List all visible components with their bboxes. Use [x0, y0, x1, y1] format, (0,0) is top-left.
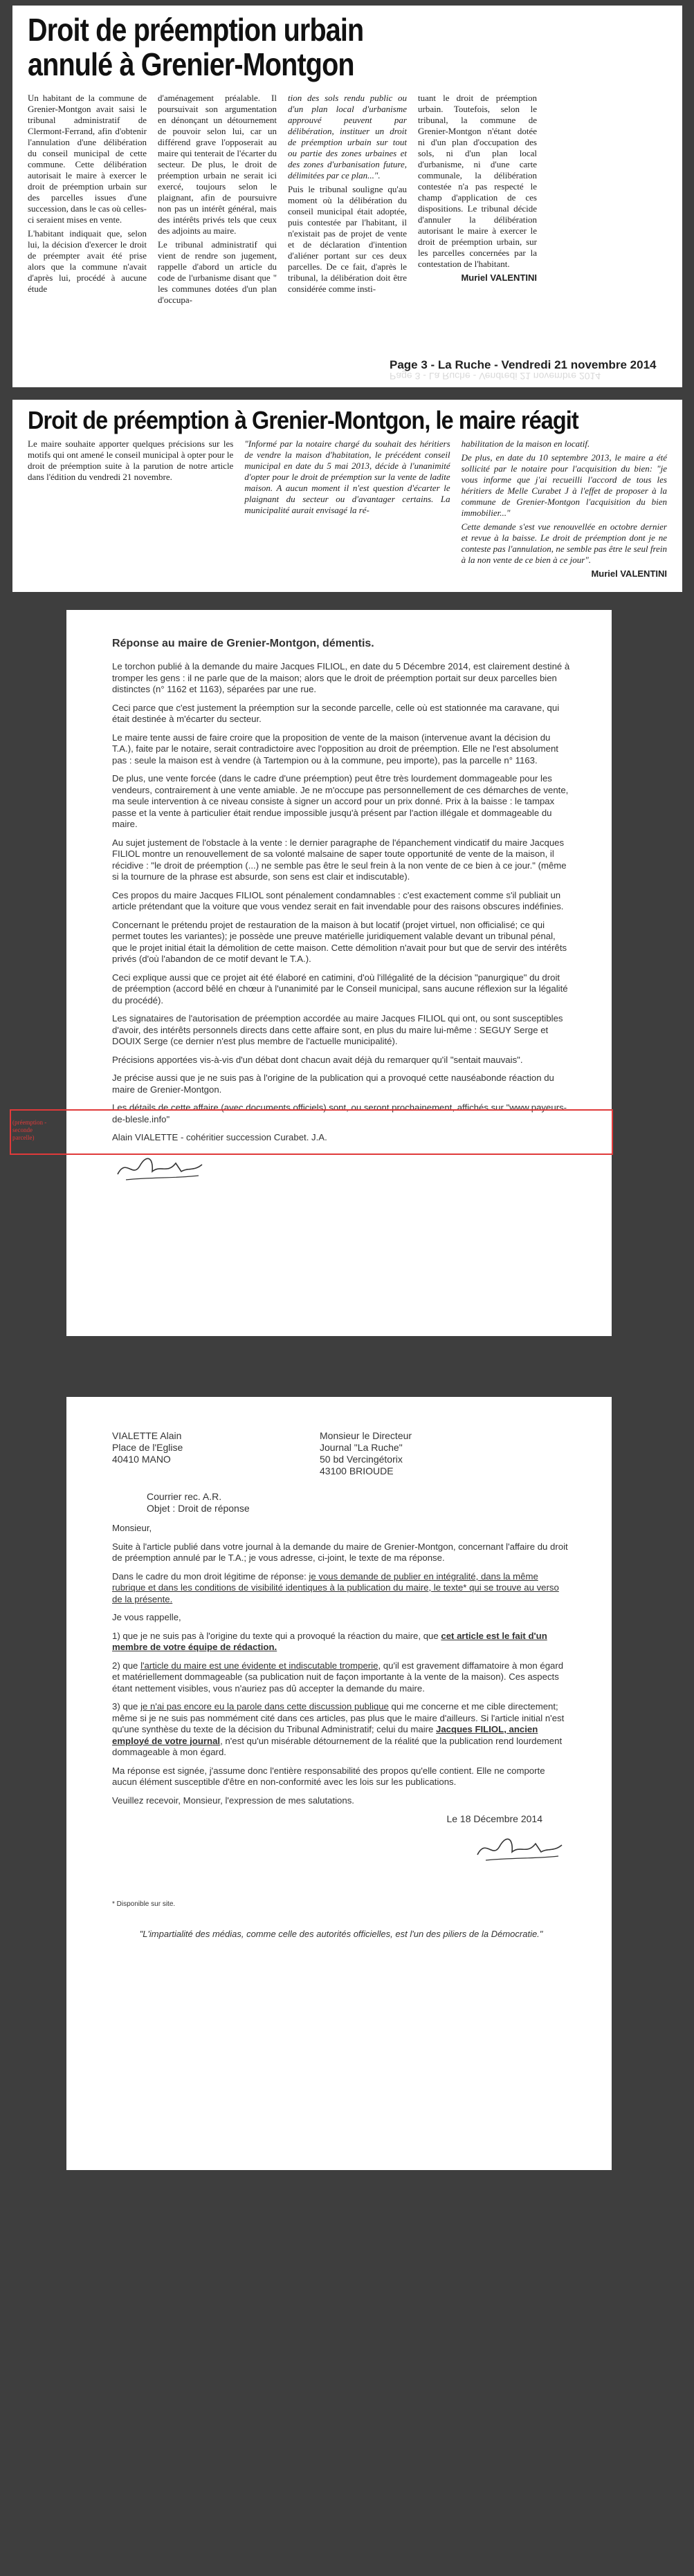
signature-icon	[112, 1151, 209, 1185]
article1-col-1: Un habitant de la commune de Grenier-Montgon avait saisi le tribunal administratif de Clermont-Ferrand, afin d'obtenir l'annulation d'une délibération du conseil municipal de cette commune. Cette délibération autorisait le maire à exercer le droit de préemption urbain sur des parcelles issues d'une succession, dans le cas où celles-ci seraient mises en vente. L'habitant indiquait que, selon lui, la décision d'exercer le droit de préempter avait été prise alors que la commune n'avait d'après lui, procédé à aucune étude	[28, 93, 147, 294]
article1-author: Muriel VALENTINI	[461, 272, 537, 283]
article1-footer: Page 3 - La Ruche - Vendredi 21 novembre 2014	[390, 358, 657, 371]
article2-col-3: habilitation de la maison en locatif. De plus, en date du 10 septembre 2013, le maire a été sollicité par le notaire pour l'acquisition du bien: "je vous informe que j'ai recueilli l'accord de tous les héritiers de Melle Curabet J à l'effet de proposer à la commune de Grenier-Montgon l'acquisition du bien immobilier..." Cette demande s'est vue renouvellée en octobre dernier et revue à la baisse. Le droit de préemption dont je ne conteste pas l'annulation, ne semble pas être le seul frein à la non vente de ce bien à ce jour". Muriel VALENTINI	[461, 438, 667, 579]
highlighted-paragraph: Les signataires de l'autorisation de préemption accordée au maire Jacques FILIOL qui ont, ou sont susceptibles d'avoir, des intérêts personnels directs dans cette affaire sont, en plus du maire lui-même : SEGUY Serge et DOUIX Serge (ce dernier n'est plus membre de l'actuelle municipalité).	[112, 1013, 563, 1046]
article2-author: Muriel VALENTINI	[591, 568, 667, 579]
article1-col-3: tion des sols rendu public ou d'un plan local d'urbanisme approuvé peuvent par délibération, instituer un droit de préemption urbain sur tout ou partie des zones urbaines et des zones d'urbanisation future, délimitées par ce plan...". Puis le tribunal souligne qu'au moment où la délibération du conseil municipal était adoptée, puis contestée par l'habitant, il n'existait pas de projet de vente et de déclaration d'intention d'aliéner portant sur ces deux parcelles. De ce fait, d'après le tribunal, la délibération doit être considérée comme insti-	[288, 93, 407, 294]
recipient-address: Monsieur le Directeur Journal "La Ruche" 50 bd Vercingétorix 43100 BRIOUDE	[320, 1430, 412, 1476]
article1-col-2: d'aménagement préalable. Il poursuivait son argumentation en dénonçant un détournement de pouvoir selon lui, car un différend grave l'opposerait au maire qui tenterait de l'écarter du secteur. De plus, le droit de préemption urbain ne serait ici exercé, toujours selon le plaignant, afin de poursuivre non pas un intérêt général, mais des intérêts privés tels que ceux des adjoints au maire. Le tribunal administratif qui vient de rendre son jugement, rappelle d'abord un article du code de l'urbanisme disant que " les communes dotées d'un plan d'occupa-	[158, 93, 277, 305]
newspaper-clipping-2	[12, 400, 682, 592]
letter1-signature-line: Alain VIALETTE - cohéritier succession Curabet. J.A.	[112, 1132, 327, 1142]
cover-letter: VIALETTE Alain Place de l'Eglise 40410 MANO Monsieur le Directeur Journal "La Ruche" 50 bd Vercingétorix 43100 BRIOUDE Courrier rec. A.R. Objet : Droit de réponse Monsieur, Suite à l'article publié dans votre journal à la demande du maire de Grenier-Montgon, concernant l'affaire du droit de préemption annulé par le T.A.; je vous adresse, ci-joint, le texte de ma réponse. Dans le cadre du mon droit légitime de réponse: je vous demande de publier en intégralité, dans la même rubrique et dans les conditions de visibilité identiques à la publication du maire, le texte* qui se trouve au verso de la présente. Je vous rappelle, 1) que je ne suis pas à l'origine du texte qui a provoqué la réaction du maire, que cet article est le fait d'un membre de votre équipe de rédaction. 2) que l'article du maire est une évidente et indiscutable tromperie, qu'il est gravement diffamatoire à mon égard et matériellement dommageable (sa publication nuit de façon importante à la vente de la maison). Ces aspects étant nettement visibles, vous n'auriez pas dû accepter la demande du maire. 3) que je n'ai pas encore eu la parole dans cette discussion publique qui me concerne et me cible directement; même si je ne suis pas nommément cité dans ces articles, pas plus que le maire d'ailleurs. Si l'article initial n'est qu'une synthèse du texte de la décision du Tribunal Administratif; celui du maire Jacques FILIOL, ancien employé de votre journal, n'est qu'un misérable détournement de la réalité que la publication rend lourdement dommageable à mon égard. Ma réponse est signée, j'assume donc l'entière responsabilité des propos qu'elle contient. Elle ne comporte aucun élément susceptible d'être en non-conformité avec les lois sur les publications. Veuillez recevoir, Monsieur, l'expression de mes salutations. Le 18 Décembre 2014 * Disponible sur site. "L'impartialité des médias, comme celle des autorités officielles, est l'un des piliers de la Démocratie."	[66, 1397, 612, 2170]
letter2-object: Courrier rec. A.R. Objet : Droit de réponse	[147, 1491, 250, 1514]
article1-columns	[28, 93, 667, 308]
letter2-quote: "L'impartialité des médias, comme celle des autorités officielles, est l'un des piliers de la Démocratie."	[139, 1929, 543, 1939]
response-letter: Réponse au maire de Grenier-Montgon, démentis. Le torchon publié à la demande du maire Jacques FILIOL, en date du 5 Décembre 2014, est clairement destiné à tromper les gens : il ne parle que de la maison; alors que le droit de préemption portait sur deux parcelles bien distinctes (n° 1162 et 1163), séparées par une rue. Ceci parce que c'est justement la préemption sur la seconde parcelle, celle où est stationnée ma caravane, qui était destinée à m'écarter du secteur. Le maire tente aussi de faire croire que la proposition de vente de la maison (intervenue avant la décision du T.A.), faite par le notaire, serait contradictoire avec l'opposition au droit de préemption. Elle ne l'est absolument pas : seule la maison est à vendre (à Tartempion ou à la commune, peu importe), pas la parcelle n° 1163. De plus, une vente forcée (dans le cadre d'une préemption) peut être très lourdement dommageable pour les vendeurs, contrairement à une vente amiable. Je ne m'occupe pas personnellement de ces démarches de vente, ma seule intervention à ce niveau consiste à signer un accord pour un prix donné. Prix à la baisse : le tampax passe et la vente à particulier était rendue impossible jusqu'à présent par l'action illégale et dommageable du maire. Au sujet justement de l'obstacle à la vente : le dernier paragraphe de l'épanchement vindicatif du maire Jacques FILIOL montre un renouvellement de sa volonté malsaine de saper toute opportunité de vente de la maison, il récidive : "le droit de préemption (...) ne semble pas être le seul frein à la non vente de ce bien à ce jour." (même si la tournure de la phrase est absurde, son sens est clair et indiscutable). Ces propos du maire Jacques FILIOL sont pénalement condamnables : c'est exactement comme s'il publiait un article prétendant que la voiture que vous vendez serait en fait invendable pour des raisons obscures indéfinies. Concernant le prétendu projet de restauration de la maison à but locatif (projet virtuel, non officialisé; ce qui permet toutes les variantes); je possède une preuve matérielle juridiquement valable devant un tribunal pénal, que le projet initial était la démolition de cette maison. Cette démolition n'avait pour but que de servir des intérêts privés (d'où l'abandon de ce motif devant le T.A.). Ceci explique aussi que ce projet ait été élaboré en catimini, d'où l'illégalité de la décision "panurgique" du droit de préemption (accord bêlé en chœur à l'unanimité par le Conseil municipal, sans aucune réflexion sur la légalité du procédé). Les signataires de l'autorisation de préemption accordée au maire Jacques FILIOL qui ont, ou sont susceptibles d'avoir, des intérêts personnels directs dans cette affaire sont, en plus du maire lui-même : SEGUY Serge et DOUIX Serge (ce dernier n'est plus membre de l'actuelle municipalité). Précisions apportées vis-à-vis d'un débat dont chacun avait déjà du remarquer qu'il "sentait mauvais". Je précise aussi que je ne suis pas à l'origine de la publication qui a provoqué cette nauséabonde réaction du maire de Grenier-Montgon. Les détails de cette affaire (avec documents officiels) sont, ou seront prochainement, affichés sur "www.payeurs-de-blesle.info" Alain VIALETTE - cohéritier succession Curabet. J.A.	[66, 610, 612, 1336]
newspaper-clipping-1	[12, 6, 682, 387]
article2-col-1: Le maire souhaite apporter quelques précisions sur les motifs qui ont amené le conseil municipal à opter pour le droit de préemption suite à la parution de notre article dans l'édition du vendredi 21 novembre.	[28, 438, 234, 482]
signature-icon	[472, 1831, 569, 1866]
article1-headline: Droit de préemption urbain annulé à Grenier-Montgon	[28, 12, 364, 82]
letter2-address-block	[112, 1430, 570, 1513]
letter1-title: Réponse au maire de Grenier-Montgon, démentis.	[112, 638, 374, 649]
article1-col-4: tuant le droit de préemption urbain. Toutefois, selon le tribunal, la commune de Grenier-Montgon n'étant dotée ni d'un plan d'occupation des sols, ni d'un plan local d'urbanisme, ni d'une carte communale, la délibération contestée n'a pas respecté le champ d'application de ces dispositions. Le tribunal décide d'annuler la délibération autorisant le maire à exercer le droit de préemption urbain, sur les parcelles concernées par la contestation de l'habitant. Muriel VALENTINI	[418, 93, 537, 283]
article2-columns	[28, 438, 667, 579]
article2-col-2: "Informé par la notaire chargé du souhait des héritiers de vendre la maison d'habitation, le précédent conseil municipal en date du 5 mai 2013, décide à l'unanimité d'opter pour le droit de préemption sur la vente de ladite maison. A aucun moment il n'est question d'écarter le plaignant du secteur ou d'avantager certains. La municipalité aurait envisagé la ré-	[244, 438, 450, 515]
highlight-box	[10, 1109, 613, 1155]
sender-address: VIALETTE Alain Place de l'Eglise 40410 MANO	[112, 1430, 183, 1465]
article2-headline: Droit de préemption à Grenier-Montgon, le maire réagit	[28, 406, 578, 434]
article1-mirror-text: Page 3 - La Ruche - Vendredi 21 novembre 2014	[390, 371, 601, 382]
letter2-note: * Disponible sur site.	[112, 1900, 176, 1908]
letter2-date: Le 18 Décembre 2014	[446, 1813, 542, 1824]
highlight-annotation: (préemption - seconde parcelle)	[12, 1119, 47, 1141]
